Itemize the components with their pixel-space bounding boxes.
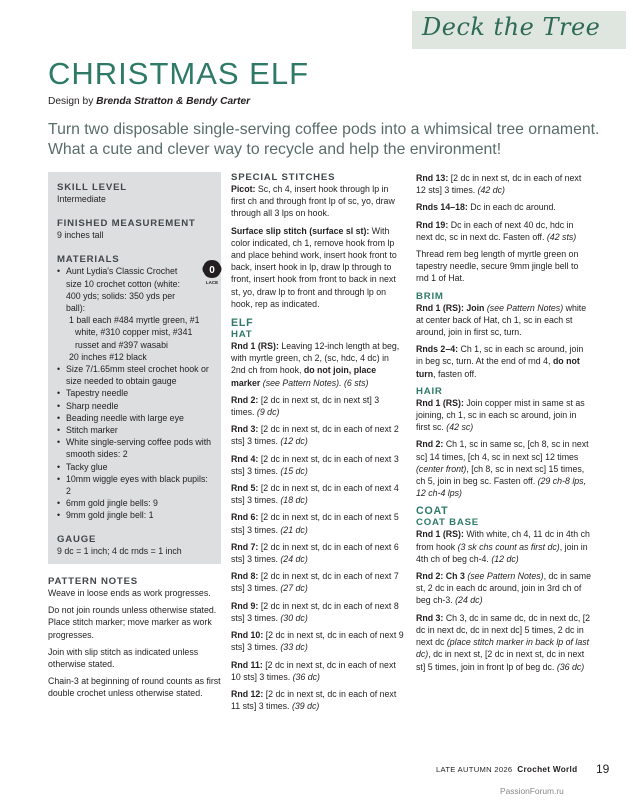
info-sidebar — [48, 172, 221, 564]
footer — [436, 765, 577, 774]
materials-heading: MATERIALS — [57, 254, 120, 266]
yarn-weight-number: 0 — [209, 265, 215, 276]
rnd-label: Rnd 2: Ch 3 — [416, 571, 465, 582]
watermark: PassionForum.ru — [500, 786, 564, 796]
rnd-note: (center front) — [416, 463, 467, 474]
hat-heading: HAT — [231, 329, 253, 341]
yarn-sub-item: 1 ball each #484 myrtle green, #1 white, #310 copper mist, #341 russet and #397 wasabi — [69, 315, 200, 350]
rnd-paragraph — [231, 659, 405, 683]
list-item: • Tapestry needle — [57, 387, 215, 399]
rnd-paragraph — [231, 688, 405, 712]
rnd-count: (30 dc) — [277, 612, 308, 623]
list-item: • 10mm wiggle eyes with black pupils: 2 — [57, 473, 215, 497]
rnd-label: Rnd 13: — [416, 173, 449, 183]
rnd-text: [2 dc in next st, dc in each of next 4 sts] 3 times. — [231, 483, 399, 506]
rnd-count: (9 dc) — [254, 407, 280, 418]
rnd-label: Rnd 1 (RS): Join — [416, 302, 485, 313]
rnd-label: Rnd 2: — [231, 394, 259, 405]
rnd-paragraph — [416, 219, 592, 243]
rnd-paragraph — [416, 438, 592, 499]
rnd-text: [2 dc in next st, dc in each of next 3 sts] 3 times. — [231, 453, 399, 476]
rnd-label: Rnd 1 (RS): — [416, 529, 464, 540]
rnd-label: Rnd 19: — [416, 219, 449, 230]
rnd-label: Rnd 12: — [231, 688, 264, 699]
rnd-paragraph — [416, 570, 592, 607]
surface-text: With color indicated, ch 1, remove hook from lp and place behind work, insert hook front to back, insert hook in lp, draw lp through to front, insert hook from front to back in next st, yo, draw lp to front and through lp on hook, rep as indicated. — [231, 225, 397, 309]
section-tag — [412, 11, 626, 49]
rnd-text: [2 dc in next st, dc in each of next 9 sts] 3 times. — [231, 630, 404, 653]
rnd-count: (42 dc) — [475, 185, 505, 196]
section-tag-text: Deck the Tree — [422, 13, 601, 41]
list-item: • Tacky glue — [57, 461, 215, 473]
list-item: • Sharp needle — [57, 400, 215, 412]
rnd-label: Rnd 4: — [231, 453, 259, 464]
rnd-paragraph — [231, 340, 405, 389]
page-title: CHRISTMAS ELF — [48, 56, 310, 91]
rnd-label: Rnd 1 (RS): — [231, 341, 279, 352]
list-item: • Aunt Lydia's Classic Crochet size 10 crochet cotton (white: 400 yds; solids: 350 yds per ball): — [57, 265, 215, 314]
rnd-count: (18 dc) — [277, 495, 308, 506]
issue-label: LATE AUTUMN 2026 — [436, 765, 513, 774]
elf-heading: ELF — [231, 317, 254, 330]
rnd-note: (place stitch marker in back lp of last dc) — [416, 637, 590, 660]
rnd-label: Rnd 3: — [416, 612, 444, 623]
column-right — [416, 172, 592, 673]
rnd-bold: do not turn — [416, 356, 580, 379]
rnd-paragraph — [231, 570, 405, 594]
picot-text: Sc, ch 4, insert hook through lp in first ch and through front lp of sc, yo, draw through all 3 lps on hook. — [231, 184, 395, 219]
rnd-label: Rnd 7: — [231, 541, 259, 552]
surface-label: Surface slip stitch (surface sl st): — [231, 225, 370, 236]
rnd-count: (42 sts) — [544, 231, 577, 242]
gauge-value: 9 dc = 1 inch; 4 dc rnds = 1 inch — [57, 545, 182, 556]
rnd-paragraph — [231, 482, 405, 506]
coat-base-heading: COAT BASE — [416, 517, 479, 529]
rnd-text: [2 dc in next st, dc in each of next 7 sts] 3 times. — [231, 571, 399, 594]
rnd-count: (33 dc) — [277, 642, 308, 653]
gauge-heading: GAUGE — [57, 533, 97, 545]
rnd-text: Ch 3, dc in same dc, dc in next dc, [2 dc in next dc, dc in next dc] 5 times, 2 dc in next dc — [416, 612, 591, 648]
rnd-paragraph — [231, 541, 405, 565]
note-paragraph: Weave in loose ends as work progresses. — [48, 588, 211, 598]
rnd-label: Rnd 3: — [231, 424, 259, 435]
rnd-paragraph — [231, 629, 405, 653]
rnd-label: Rnds 14–18: — [416, 202, 468, 213]
rnd-text: [2 dc in next st, dc in each of next 5 sts] 3 times. — [231, 512, 399, 535]
rnd-paragraph — [416, 201, 592, 213]
rnd-text: Join copper mist in same st as joining, ch 1, sc in each sc around, join in first sc. — [416, 397, 585, 433]
materials-list-cont — [57, 363, 215, 522]
byline — [48, 96, 250, 107]
rnd-text: [2 dc in next st, dc in each of next 12 sts] 3 times. — [416, 173, 582, 196]
rnd-label: Rnd 5: — [231, 483, 259, 494]
picot-label: Picot: — [231, 184, 256, 194]
rnd-label: Rnd 10: — [231, 630, 264, 641]
list-item: • 6mm gold jingle bells: 9 — [57, 497, 215, 509]
byline-prefix: Design by — [48, 96, 97, 107]
materials-list — [57, 265, 215, 314]
hair-heading: HAIR — [416, 385, 443, 397]
rnd-text: , [ch 8, sc in next sc] 15 times, ch 5, join in beg sc. Fasten off. — [416, 463, 585, 487]
rnd-label: Rnd 6: — [231, 512, 259, 523]
skill-heading: SKILL LEVEL — [57, 182, 127, 193]
rnd-text: , fasten off. — [433, 368, 477, 379]
rnd-paragraph — [231, 453, 405, 477]
rnd-text: [2 dc in next st, dc in each of next 10 sts] 3 times. — [231, 659, 396, 682]
pattern-notes — [48, 576, 223, 700]
yarn-weight-label: LACE — [205, 280, 219, 285]
finished-heading: FINISHED MEASUREMENT — [57, 218, 196, 230]
rnd-text: , join in 4th ch of beg ch-4. — [416, 541, 588, 564]
rnd-count: (12 dc) — [488, 553, 519, 564]
rnd-count: (24 dc) — [452, 595, 483, 606]
column-middle — [231, 172, 405, 712]
surface-paragraph — [231, 225, 405, 310]
rnd-text: Ch 1, sc in each sc around, join in beg sc, turn. At the end of rnd 4, — [416, 344, 584, 367]
page-number: 19 — [596, 762, 610, 776]
rnd-paragraph — [231, 423, 405, 447]
rnd-count: (39 dc) — [289, 701, 320, 712]
rnd-text: [2 dc in next st, dc in each of next 11 sts] 3 times. — [231, 688, 397, 712]
rnd-count: (36 dc) — [554, 661, 585, 672]
rnd-count: (29 ch-8 lps, 12 ch-4 lps) — [416, 476, 587, 499]
rnd-count: (12 dc) — [277, 436, 308, 447]
rnd-label: Rnd 2: — [416, 439, 444, 450]
rnd-paragraph — [416, 302, 592, 339]
coat-heading: COAT — [416, 505, 449, 518]
rnd-text: With white, ch 4, 11 dc in 4th ch from hook — [416, 529, 590, 552]
rnd-text: [2 dc in next st, dc in each of next 6 sts] 3 times. — [231, 541, 399, 565]
rnd-label: Rnds 2–4: — [416, 344, 459, 355]
rnd-paragraph — [231, 394, 405, 418]
rnd-text: Leaving 12-inch length at beg, with myrtle green, ch 2, (sc, hdc, 4 dc) in 2nd ch from hook, — [231, 341, 400, 376]
rnd-label: Rnd 8: — [231, 571, 259, 582]
rnd-text: , dc in next st, [2 dc in next st, dc in next st] 5 times, join in front lp of beg dc. — [416, 649, 585, 672]
note-paragraph: Chain-3 at beginning of round counts as first double crochet unless otherwise stated. — [48, 676, 221, 699]
rnd-text: Dc in each dc around. — [467, 202, 556, 213]
rnd-note: (see Pattern Notes) — [464, 571, 544, 582]
rnd-label: Rnd 9: — [231, 600, 259, 611]
rnd-bold: do not join, place marker — [231, 365, 377, 388]
rnd-text: , dc in same st, 2 dc in each dc around, join in 3rd ch of beg ch-3. — [416, 571, 592, 606]
list-item: • White single-serving coffee pods with smooth sides: 2 — [57, 436, 215, 460]
rnd-count: (21 dc) — [277, 524, 308, 535]
rnd-paragraph — [416, 172, 592, 196]
rnd-note: (3 sk chs count as first dc) — [457, 541, 560, 552]
rnd-text: [2 dc in next st, dc in each of next 8 sts] 3 times. — [231, 600, 399, 623]
rnd-paragraph — [231, 511, 405, 535]
note-paragraph: Join with slip stitch as indicated unless otherwise stated. — [48, 646, 199, 670]
list-item: • Size 7/1.65mm steel crochet hook or size needed to obtain gauge — [57, 363, 215, 387]
picot-paragraph — [231, 183, 405, 220]
yarn-sub-item: 20 inches #12 black — [69, 351, 147, 362]
rnd-count: (15 dc) — [277, 465, 308, 476]
rnd-paragraph — [416, 612, 592, 673]
list-item: • 9mm gold jingle bell: 1 — [57, 509, 215, 521]
list-item: • Stitch marker — [57, 424, 215, 436]
rnd-paragraph — [416, 343, 592, 380]
rnd-text: Ch 1, sc in same sc, [ch 8, sc in next sc] 14 times, [ch 4, sc in next sc] 12 times — [416, 439, 589, 462]
rnd-label: Rnd 1 (RS): — [416, 397, 464, 408]
byline-names: Brenda Stratton & Bendy Carter — [96, 96, 251, 107]
rnd-count: (27 dc) — [277, 583, 308, 594]
rnd-text: white at center back of Hat, ch 1, sc in each st around, join in first sc, turn. — [416, 302, 587, 338]
rnd-count: (36 dc) — [290, 671, 320, 682]
rnd-paragraph — [416, 397, 592, 434]
special-stitches-heading: SPECIAL STITCHES — [231, 172, 336, 183]
rnd-count: (24 dc) — [277, 554, 308, 565]
rnd-text: Dc in each of next 40 dc, hdc in next dc, sc in next dc. Fasten off. — [416, 219, 574, 242]
note-paragraph: Do not join rounds unless otherwise stated. Place stitch marker; move marker as work progresses. — [48, 605, 217, 640]
rnd-paragraph — [231, 600, 405, 624]
skill-value: Intermediate — [57, 194, 106, 204]
thread-paragraph: Thread rem beg length of myrtle green on tapestry needle, secure 9mm jingle bell to rnd 1 of Hat. — [416, 249, 579, 284]
rnd-count: (42 sc) — [443, 422, 474, 433]
rnd-text: [2 dc in next st, dc in next st] 3 times. — [231, 394, 380, 418]
list-item: • Beading needle with large eye — [57, 412, 215, 424]
finished-value: 9 inches tall — [57, 230, 104, 241]
magazine-name: Crochet World — [517, 765, 578, 774]
rnd-note: (see Pattern Notes) — [484, 302, 564, 313]
rnd-text: [2 dc in next st, dc in each of next 2 sts] 3 times. — [231, 424, 399, 447]
intro-text: Turn two disposable single-serving coffee pods into a whimsical tree ornament. What a cute and clever way to recycle and help the environment! — [48, 121, 600, 158]
brim-heading: BRIM — [416, 290, 444, 302]
rnd-note: (see Pattern Notes). (6 sts) — [260, 377, 369, 388]
rnd-paragraph — [416, 528, 592, 565]
pattern-notes-heading: PATTERN NOTES — [48, 576, 138, 587]
rnd-label: Rnd 11: — [231, 659, 263, 670]
